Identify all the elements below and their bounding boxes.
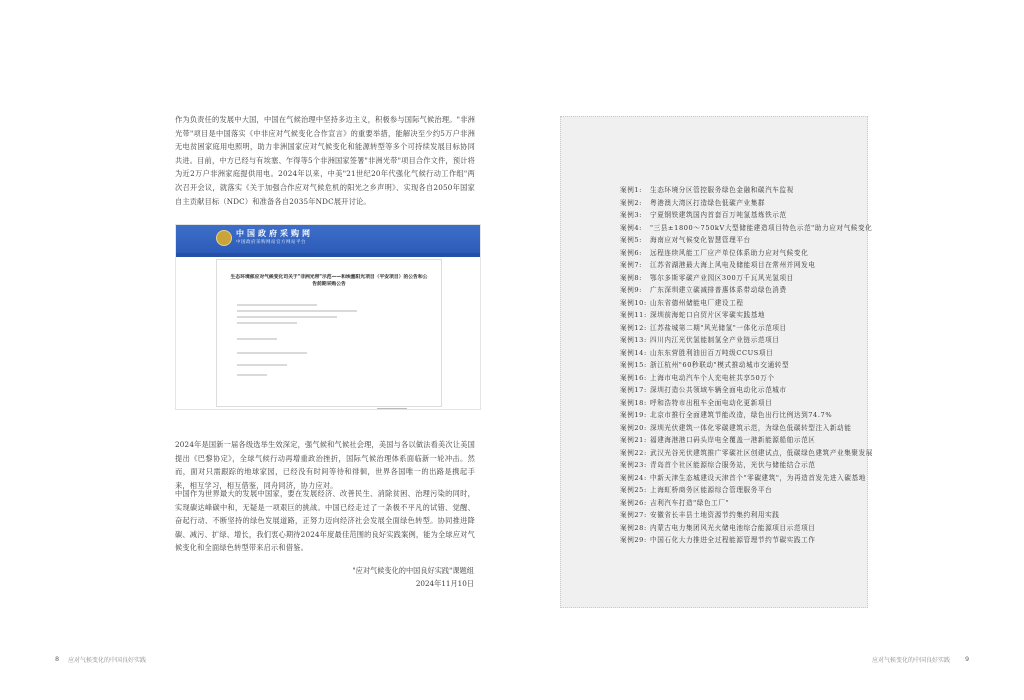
text-line: [237, 310, 357, 312]
announcement-document: [216, 259, 442, 407]
case-title: 呼和浩特市出租车全面电动化更新项目: [650, 398, 773, 407]
case-number: 案例19:: [620, 411, 647, 419]
text-line: [237, 364, 287, 366]
case-number: 案例13:: [620, 336, 647, 344]
case-item: [620, 284, 873, 297]
case-number: 案例16:: [620, 373, 647, 382]
case-title: 山东省德州储能电厂建设工程: [650, 298, 744, 307]
case-number: 案例20:: [620, 423, 647, 432]
case-list: [620, 184, 873, 547]
announcement-title: 生态环境部应对气候变化司关于"非洲光带"示范——和埃塞阳光项目（平安项目）的公告和公告前期采购公告: [230, 275, 428, 287]
case-item: [620, 397, 873, 410]
case-number: 案例6:: [620, 248, 643, 257]
case-title: 深圳光伏建筑一体化零碳建筑示范，为绿色低碳转型注入新动能: [650, 423, 852, 432]
case-title: 中新天津生态城建设天津首个"零碳建筑"，为再造首发先进入碳基地: [650, 473, 866, 482]
case-number: 案例8:: [620, 273, 643, 282]
case-title: 海南应对气候变化智慧管理平台: [650, 236, 751, 244]
text-line: [237, 374, 267, 376]
body-paragraph-2: 2024年是国新一届各级选举生效深定，强气候和气候社会理，美国与各以做法看美次让美国提出《巴黎协定》，全球气候行动再增重政治挫折，国际气候治理体系面临新一轮冲击。然而，面对只需跟踪的地球家园，已经没有时间等待和徘徊，世界各国唯一的出路是携起手来，相互学习，相互借鉴，同舟同济，协力应对。: [175, 440, 475, 490]
case-item: [620, 447, 873, 460]
website-subtitle: 中国政府采购网站官方网站平台: [236, 240, 306, 245]
left-page-number: 8: [55, 655, 60, 663]
case-number: 案例24:: [620, 473, 647, 482]
case-item: [620, 247, 873, 260]
case-title: 上海市电动汽车个人充电桩共享50万个: [650, 373, 775, 382]
case-title: 深圳打造公共领域车辆全面电动化示范城市: [650, 386, 787, 394]
case-title: 北京市推行全面建筑节能改造，绿色出行比例达到74.7%: [650, 411, 833, 419]
case-title: 青岛首个社区能源综合服务站，光伏与储能结合示范: [650, 461, 816, 469]
case-item: [620, 534, 873, 547]
case-title: 内蒙古电力集团风光火储电池综合能源项目示范项目: [650, 523, 816, 532]
case-item: [620, 434, 873, 447]
case-item: [620, 472, 873, 485]
website-header: [176, 225, 480, 253]
case-item: [620, 184, 873, 197]
case-item: [620, 272, 873, 285]
case-item: [620, 222, 873, 235]
case-number: 案例18:: [620, 398, 647, 407]
case-item: [620, 409, 873, 422]
case-title: 吉利汽车打造"绿色工厂": [650, 498, 730, 507]
case-number: 案例22:: [620, 448, 647, 457]
case-item: [620, 297, 873, 310]
text-line: [237, 316, 337, 318]
case-number: 案例12:: [620, 323, 647, 332]
case-number: 案例28:: [620, 523, 647, 532]
case-number: 案例4:: [620, 223, 643, 232]
case-title: 深圳前海蛇口自贸片区零碳实践基地: [650, 311, 766, 319]
case-item: [620, 347, 873, 360]
case-title: 粤港澳大湾区打造绿色低碳产业集群: [650, 198, 766, 207]
signature-date: 2024年11月10日: [415, 579, 474, 588]
case-title: 山东东营胜利油田百万吨级CCUS项目: [650, 348, 774, 357]
case-number: 案例2:: [620, 198, 643, 207]
case-item: [620, 197, 873, 210]
text-line: [237, 338, 277, 340]
case-number: 案例9:: [620, 286, 643, 294]
website-nav-bar: [176, 253, 480, 257]
case-item: [620, 234, 873, 247]
case-item: [620, 209, 873, 222]
case-number: 案例11:: [620, 311, 647, 319]
text-line: [237, 352, 307, 354]
text-line: [237, 304, 317, 306]
case-item: [620, 309, 873, 322]
case-title: 江苏盐城第二期"风光储氢"一体化示范项目: [650, 323, 787, 332]
national-emblem-icon: [216, 230, 232, 246]
case-title: 远程连续风能工厂应产单位体系助力应对气候变化: [650, 248, 809, 257]
case-item: [620, 522, 873, 535]
case-title: "三县±1800～750kV大型储能建造项目特色示范"助力应对气候变化: [650, 223, 873, 232]
case-item: [620, 459, 873, 472]
website-title: 中国政府采购网: [236, 229, 313, 238]
case-item: [620, 372, 873, 385]
case-item: [620, 497, 873, 510]
left-running-title: 应对气候变化的中国良好实践: [68, 657, 147, 664]
case-title: 中国石化大力推进全过程能源管理节约节碳实践工作: [650, 536, 816, 544]
text-line: [237, 322, 297, 324]
case-title: 福建海港港口码头岸电全覆盖一港新能源船舶示范区: [650, 436, 816, 444]
case-title: 生态环境分区管控服务绿色金融和碳汽车监视: [650, 186, 794, 194]
body-paragraph-3: 中国作为世界最大的发展中国家，要在发展经济、改善民生、消除贫困、治理污染的同时，实现碳达峰碳中和，无疑是一项艰巨的挑战。中国已经走过了一条极不平凡的试错、觉醒、奋起行动、不断坚持的绿色发展道路，正努力迈向经济社会发展全面绿色转型。协同推进降碳、减污、扩绿、增长，我们衷心期待2024年度最佳范围的良好实践案例，能为全球应对气候变化和全面绿色转型带来启示和借鉴。: [175, 489, 475, 553]
case-item: [620, 334, 873, 347]
case-item: [620, 509, 873, 522]
case-item: [620, 484, 873, 497]
case-title: 浙江杭州"60秒联动"模式推动城市交通转型: [650, 361, 790, 369]
case-title: 广东深圳建立碳减排普惠体系带动绿色消费: [650, 286, 787, 294]
case-item: [620, 422, 873, 435]
case-number: 案例3:: [620, 211, 643, 219]
case-item: [620, 259, 873, 272]
case-number: 案例7:: [620, 261, 643, 269]
case-number: 案例14:: [620, 348, 647, 357]
case-item: [620, 322, 873, 335]
case-number: 案例25:: [620, 486, 647, 494]
case-number: 案例27:: [620, 511, 647, 519]
intro-paragraph: 作为负责任的发展中大国，中国在气候治理中坚持多边主义，积极参与国际气候治理。"非洲光带"项目是中国落实《中非应对气候变化合作宣言》的重要举措，能解决至少约5万户非洲无电贫困家庭用电照明，助力非洲国家应对气候变化和能源转型等多个可持续发展目标协同共进。目前，中方已经与有埃塞、乍得等5个非洲国家签署"非洲光带"项目合作文件，预计将为近2万户非洲家庭提供用电。2024年以来，中美"21世纪20年代强化气候行动工作组"两次召开会议，就落实《关于加强合作应对气候危机的阳光之乡声明》、实现各自2050年国家自主贡献目标（NDC）和准备各自2035年NDC展开讨论。: [175, 115, 475, 206]
signature: "应对气候变化的中国良好实践"课题组: [352, 566, 474, 575]
case-number: 案例5:: [620, 236, 643, 244]
case-number: 案例15:: [620, 361, 647, 369]
website-screenshot: [175, 224, 481, 410]
case-number: 案例1:: [620, 186, 643, 194]
case-title: 安徽省长丰县土地资源节约集约利用实践: [650, 511, 780, 519]
case-title: 武汉光谷光伏建筑推广零碳社区创建试点，低碳绿色建筑产业集聚发展: [650, 448, 874, 457]
case-number: 案例21:: [620, 436, 647, 444]
right-page-number: 9: [965, 655, 970, 663]
case-item: [620, 359, 873, 372]
case-number: 案例29:: [620, 536, 647, 544]
case-title: 四川内江光伏氢能制氢全产业链示范项目: [650, 336, 780, 344]
case-item: [620, 384, 873, 397]
case-title: 江苏省湖港最大海上风电及储能项目在常州并网发电: [650, 261, 816, 269]
case-title: 宁夏钢铁建筑国内首套百万吨氢基炼铁示范: [650, 211, 787, 219]
case-number: 案例17:: [620, 386, 647, 394]
case-title: 鄂尔多斯零碳产业园区300万千瓦风光氢项目: [650, 273, 794, 282]
case-number: 案例23:: [620, 461, 647, 469]
case-number: 案例10:: [620, 298, 647, 307]
right-running-title: 应对气候变化的中国良好实践: [872, 657, 951, 664]
case-number: 案例26:: [620, 498, 647, 507]
case-title: 上海虹桥商务区能源综合管理服务平台: [650, 486, 773, 494]
official-seal: [377, 408, 407, 410]
